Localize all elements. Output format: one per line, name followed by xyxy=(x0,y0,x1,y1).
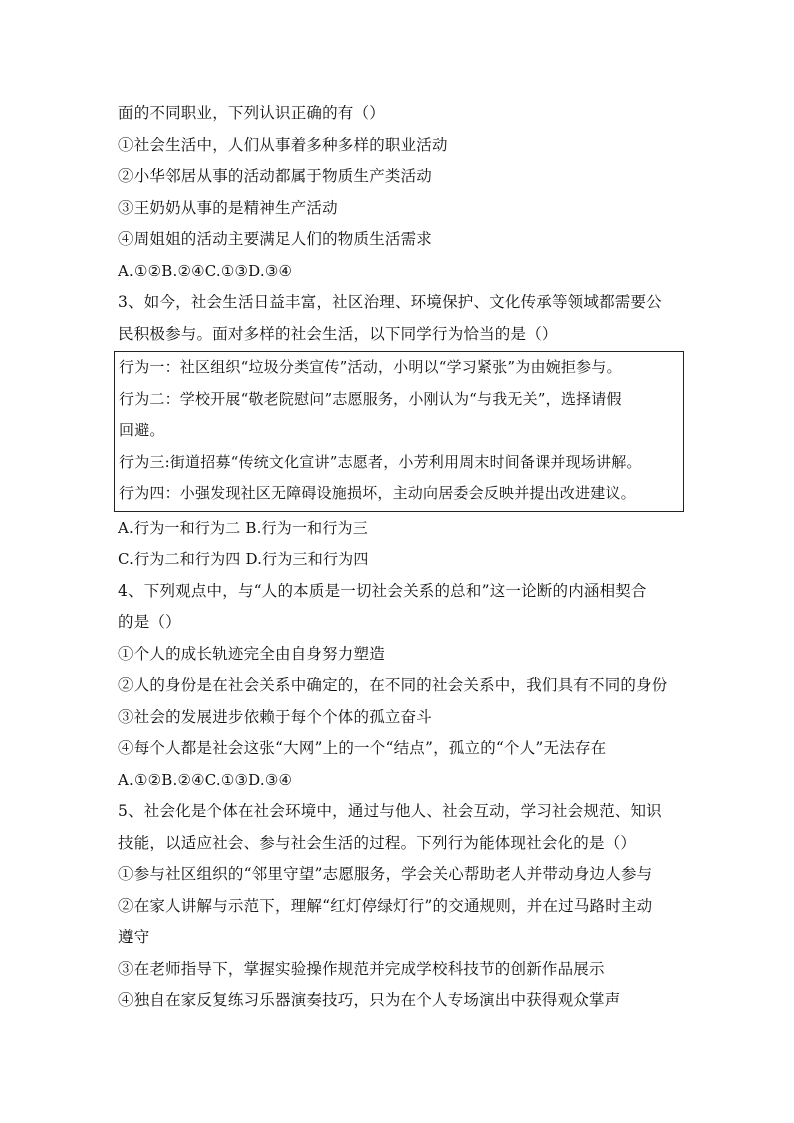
q3-options-line-1: A.行为一和行为二 B.行为一和行为三 xyxy=(118,518,368,537)
document-page xyxy=(118,98,684,1017)
q5-item-1: ①参与社区组织的“邻里守望”志愿服务，学会关心帮助老人并带动身边人参与 xyxy=(118,865,653,883)
q3-stem-line-1: 3、如今，社会生活日益丰富，社区治理、环境保护、文化传承等领域都需要公 xyxy=(118,293,662,311)
q2-item-1: ①社会生活中，人们从事着多种多样的职业活动 xyxy=(118,135,448,154)
q5-item-3: ③在老师指导下，掌握实验操作规范并完成学校科技节的创新作品展示 xyxy=(118,959,605,978)
q5-item-4: ④独自在家反复练习乐器演奏技巧，只为在个人专场演出中获得观众掌声 xyxy=(118,991,621,1009)
q3-behavior-3: 行为三:街道招募“传统文化宣讲”志愿者，小芳利用周末时间备课并现场讲解。 xyxy=(119,452,642,471)
q3-behavior-4: 行为四：小强发现社区无障碍设施损坏，主动向居委会反映并提出改进建议。 xyxy=(119,484,636,502)
q5-item-2: ②在家人讲解与示范下，理解“红灯停绿灯行”的交通规则，并在过马路时主动 xyxy=(118,896,653,915)
q2-item-2: ②小华邻居从事的活动都属于物质生产类活动 xyxy=(118,167,433,185)
q4-options: A.①②B.②④C.①③D.③④ xyxy=(118,770,293,789)
q2-item-4: ④周姐姐的活动主要满足人们的物质生活需求 xyxy=(118,230,433,248)
q5-stem-line-2: 技能，以适应社会、参与社会生活的过程。下列行为能体现社会化的是（） xyxy=(118,833,637,852)
q4-item-3: ③社会的发展进步依赖于每个个体的孤立奋斗 xyxy=(118,707,433,726)
q4-stem-line-2: 的是（） xyxy=(118,613,181,631)
q4-item-4: ④每个人都是社会这张“大网”上的一个“结点”，孤立的“个人”无法存在 xyxy=(118,739,607,757)
q3-behavior-box xyxy=(114,351,684,512)
q3-behavior-2: 行为二：学校开展“敬老院慰问”志愿服务，小刚认为“与我无关”，选择请假 xyxy=(119,389,622,408)
q2-options: A.①②B.②④C.①③D.③④ xyxy=(118,261,293,280)
q2-item-3: ③王奶奶从事的是精神生产活动 xyxy=(118,198,338,217)
q3-stem-line-2: 民积极参与。面对多样的社会生活，以下同学行为恰当的是（） xyxy=(118,324,558,343)
q4-stem-line-1: 4、下列观点中，与“人的本质是一切社会关系的总和”这一论断的内涵相契合 xyxy=(118,581,647,600)
q4-item-1: ①个人的成长轨迹完全由自身努力塑造 xyxy=(118,644,385,663)
q4-item-2: ②人的身份是在社会关系中确定的，在不同的社会关系中，我们具有不同的身份 xyxy=(118,676,668,694)
q5-stem-line-1: 5、社会化是个体在社会环境中，通过与他人、社会互动，学习社会规范、知识 xyxy=(118,802,662,820)
q2-stem-end: 面的不同职业，下列认识正确的有（） xyxy=(118,104,385,122)
q3-behavior-1: 行为一：社区组织“垃圾分类宣传”活动，小明以“学习紧张”为由婉拒参与。 xyxy=(119,358,622,376)
q3-options-line-2: C.行为二和行为四 D.行为三和行为四 xyxy=(118,550,369,568)
q3-behavior-2-cont: 回避。 xyxy=(119,421,165,439)
q5-item-2-cont: 遵守 xyxy=(118,928,150,946)
